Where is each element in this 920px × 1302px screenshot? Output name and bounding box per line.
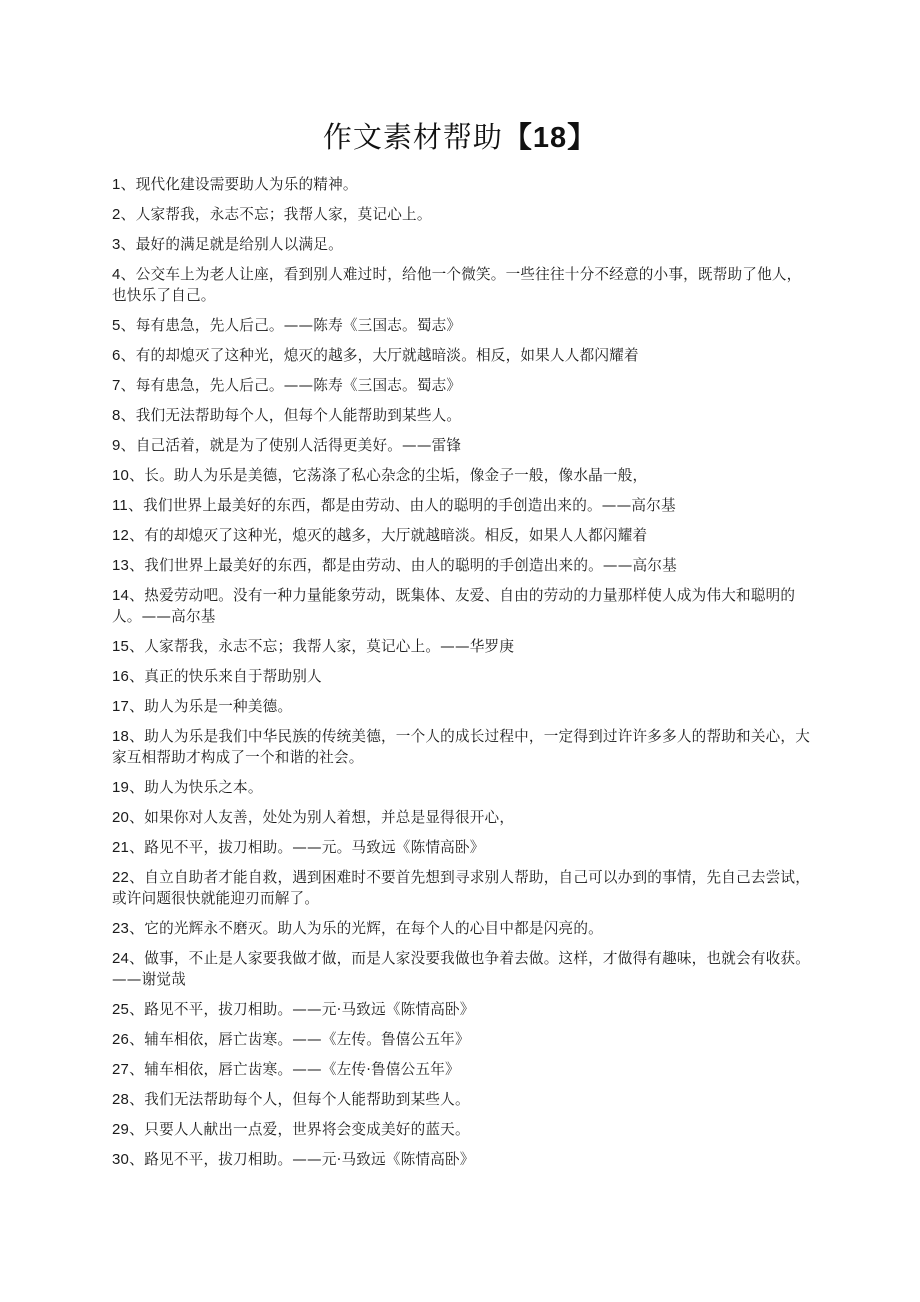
item-number: 7、: [112, 377, 136, 394]
list-item: [112, 375, 812, 396]
item-text: 每有患急，先人后己。——陈寿《三国志。蜀志》: [135, 377, 462, 394]
list-item: [112, 999, 812, 1020]
item-text: 现代化建设需要助人为乐的精神。: [135, 176, 358, 193]
item-number: 1、: [112, 176, 136, 193]
item-number: 17、: [112, 698, 145, 715]
item-number: 20、: [112, 809, 145, 826]
item-number: 15、: [112, 638, 145, 655]
item-text: 助人为乐是一种美德。: [144, 698, 293, 715]
title-number: 【18】: [502, 122, 598, 155]
list-item: [112, 696, 812, 717]
list-item: [112, 264, 812, 306]
list-item: [112, 867, 812, 909]
list-item: [112, 1149, 812, 1170]
item-number: 29、: [112, 1121, 145, 1138]
list-item: [112, 204, 812, 225]
item-text: 长。助人为乐是美德，它荡涤了私心杂念的尘垢，像金子一般，像水晶一般，: [144, 467, 648, 484]
item-text: 助人为乐是我们中华民族的传统美德，一个人的成长过程中，一定得到过许许多多人的帮助和关心，大家互相帮助才构成了一个和谐的社会。: [112, 728, 811, 766]
item-number: 25、: [112, 1001, 145, 1018]
item-number: 14、: [112, 587, 145, 604]
list-item: [112, 174, 812, 195]
title-text: 作文素材帮助: [322, 120, 503, 155]
item-number: 2、: [112, 206, 136, 223]
item-number: 16、: [112, 668, 145, 685]
list-item: [112, 405, 812, 426]
list-item: [112, 636, 812, 657]
list-item: [112, 837, 812, 858]
list-item: [112, 1029, 812, 1050]
list-item: [112, 918, 812, 939]
item-text: 热爱劳动吧。没有一种力量能象劳动，既集体、友爱、自由的劳动的力量那样使人成为伟大和聪明的人。——高尔基: [112, 587, 796, 625]
item-text: 真正的快乐来自于帮助别人: [144, 668, 322, 685]
item-number: 23、: [112, 920, 145, 937]
item-number: 3、: [112, 236, 136, 253]
item-text: 有的却熄灭了这种光，熄灭的越多，大厅就越暗淡。相反，如果人人都闪耀着: [135, 347, 639, 364]
list-item: [112, 465, 812, 486]
item-text: 路见不平，拔刀相助。——元·马致远《陈情高卧》: [144, 1151, 475, 1168]
item-text: 路见不平，拔刀相助。——元。马致远《陈情高卧》: [144, 839, 485, 856]
item-text: 我们世界上最美好的东西，都是由劳动、由人的聪明的手创造出来的。——高尔基: [143, 497, 676, 514]
item-text: 辅车相依，唇亡齿寒。——《左传。鲁僖公五年》: [144, 1031, 470, 1048]
item-text: 如果你对人友善，处处为别人着想，并总是显得很开心，: [144, 809, 515, 826]
list-item: [112, 1089, 812, 1110]
item-text: 有的却熄灭了这种光，熄灭的越多，大厅就越暗淡。相反，如果人人都闪耀着: [144, 527, 648, 544]
item-text: 我们无法帮助每个人，但每个人能帮助到某些人。: [135, 407, 462, 424]
item-text: 辅车相依，唇亡齿寒。——《左传·鲁僖公五年》: [144, 1061, 460, 1078]
list-item: [112, 726, 812, 768]
item-text: 做事，不止是人家要我做才做，而是人家没要我做也争着去做。这样，才做得有趣味，也就会有收获。——谢觉哉: [112, 950, 811, 988]
item-text: 我们无法帮助每个人，但每个人能帮助到某些人。: [144, 1091, 470, 1108]
list-item: [112, 666, 812, 687]
item-text: 公交车上为老人让座，看到别人难过时，给他一个微笑。一些往往十分不经意的小事，既帮助了他人，也快乐了自己。: [112, 266, 802, 304]
item-text: 它的光辉永不磨灭。助人为乐的光辉，在每个人的心目中都是闪亮的。: [144, 920, 603, 937]
item-text: 人家帮我，永志不忘；我帮人家，莫记心上。——华罗庚: [144, 638, 515, 655]
item-number: 28、: [112, 1091, 145, 1108]
item-number: 27、: [112, 1061, 145, 1078]
item-text: 路见不平，拔刀相助。——元·马致远《陈情高卧》: [144, 1001, 475, 1018]
page-title: [0, 115, 920, 156]
list-item: [112, 948, 812, 990]
item-number: 6、: [112, 347, 136, 364]
item-number: 19、: [112, 779, 145, 796]
list-item: [112, 495, 812, 516]
item-number: 18、: [112, 728, 145, 745]
item-number: 26、: [112, 1031, 145, 1048]
list-item: [112, 585, 812, 627]
list-item: [112, 435, 812, 456]
item-number: 8、: [112, 407, 136, 424]
list-item: [112, 1059, 812, 1080]
item-number: 12、: [112, 527, 145, 544]
item-text: 我们世界上最美好的东西，都是由劳动、由人的聪明的手创造出来的。——高尔基: [144, 557, 677, 574]
item-text: 人家帮我，永志不忘；我帮人家，莫记心上。: [135, 206, 432, 223]
item-text: 助人为快乐之本。: [144, 779, 263, 796]
item-number: 4、: [112, 266, 136, 283]
list-item: [112, 1119, 812, 1140]
item-text: 每有患急，先人后己。——陈寿《三国志。蜀志》: [135, 317, 462, 334]
item-number: 13、: [112, 557, 145, 574]
list-item: [112, 234, 812, 255]
item-text: 自己活着，就是为了使别人活得更美好。——雷锋: [135, 437, 462, 454]
item-text: 最好的满足就是给别人以满足。: [135, 236, 343, 253]
item-number: 22、: [112, 869, 145, 886]
item-number: 9、: [112, 437, 136, 454]
item-text: 自立自助者才能自救，遇到困难时不要首先想到寻求别人帮助，自己可以办到的事情，先自己去尝试，或许问题很快就能迎刃而解了。: [112, 869, 811, 907]
quote-list: [112, 174, 812, 1179]
item-number: 11、: [112, 497, 144, 514]
list-item: [112, 807, 812, 828]
list-item: [112, 345, 812, 366]
list-item: [112, 315, 812, 336]
list-item: [112, 777, 812, 798]
list-item: [112, 555, 812, 576]
list-item: [112, 525, 812, 546]
item-number: 21、: [112, 839, 145, 856]
item-number: 24、: [112, 950, 145, 967]
item-number: 10、: [112, 467, 145, 484]
item-number: 30、: [112, 1151, 145, 1168]
item-number: 5、: [112, 317, 136, 334]
item-text: 只要人人献出一点爱，世界将会变成美好的蓝天。: [144, 1121, 470, 1138]
